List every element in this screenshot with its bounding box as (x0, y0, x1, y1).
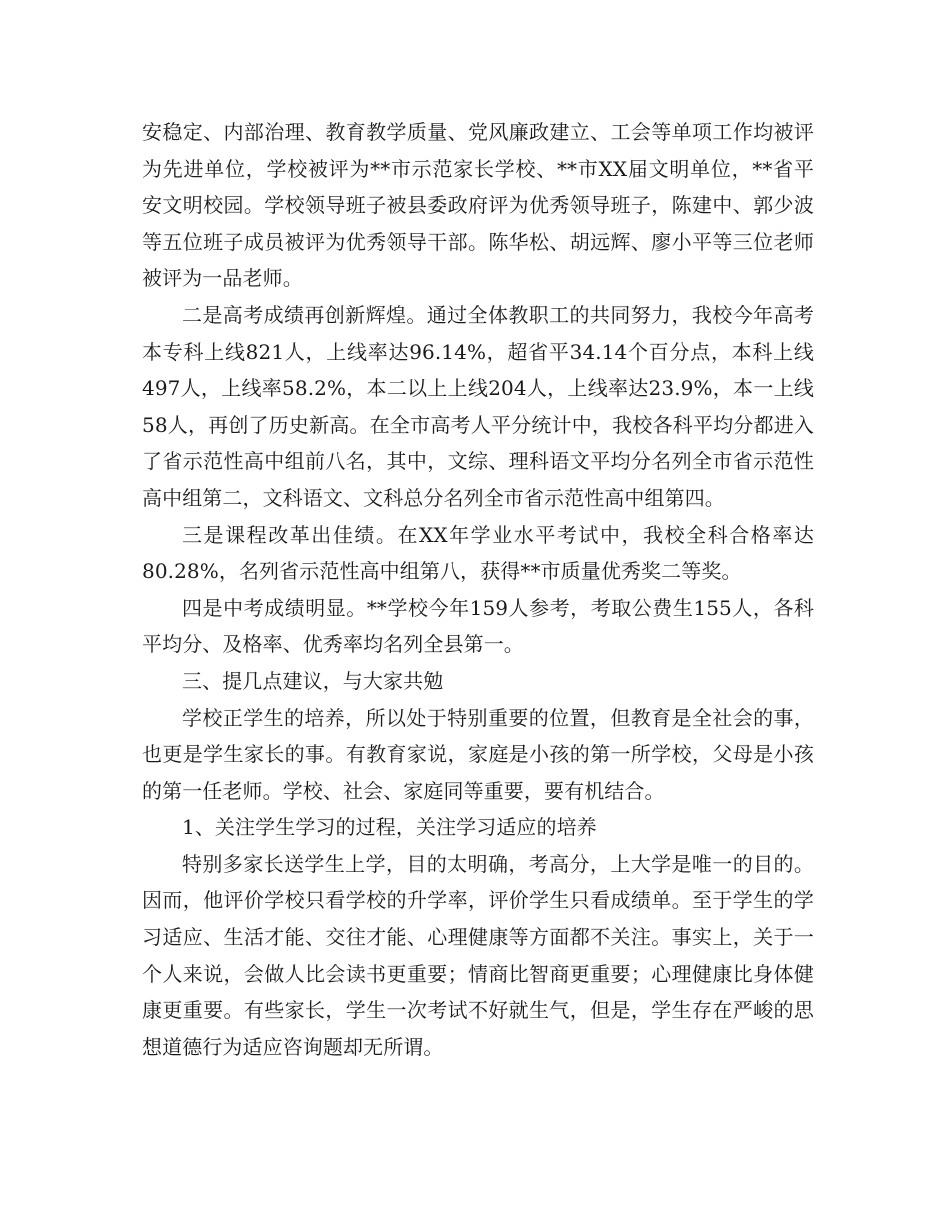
paragraph-continuation: 安稳定、内部治理、教育教学质量、党风廉政建立、工会等单项工作均被评为先进单位，学校被评为**市示范家长学校、**市XX届文明单位，**省平安文明校园。学校领导班子被县委政府评为优秀领导班子，陈建中、郭少波等五位班子成员被评为优秀领导干部。陈华松、胡远辉、廖小平等三位老师被评为一品老师。 (142, 120, 814, 291)
paragraph-school-family: 学校正学生的培养，所以处于特别重要的位置，但教育是全社会的事，也更是学生家长的事。有教育家说，家庭是小孩的第一所学校，父母是小孩的第一任老师。学校、社会、家庭同等重要，要有机结合。 (142, 705, 814, 803)
paragraph-curriculum-reform: 三是课程改革出佳绩。在XX年学业水平考试中，我校全科合格率达80.28%，名列省示范性高中组第八，获得**市质量优秀奖二等奖。 (142, 522, 814, 584)
section-heading-suggestions: 三、提几点建议，与大家共勉 (182, 668, 444, 693)
subheading-learning-process: 1、关注学生学习的过程，关注学习适应的培养 (182, 815, 597, 840)
paragraph-gaokao-results: 二是高考成绩再创新辉煌。通过全体教职工的共同努力，我校今年高考本专科上线821人，上线率达96.14%，超省平34.14个百分点，本科上线497人，上线率58.2%，本二以上上线204人，上线率达23.9%，本一上线58人，再创了历史新高。在全市高考人平分统计中，我校各科平均分都进入了省示范性高中组前八名，其中，文综、理科语文平均分名列全市省示范性高中组第二，文科语文、文科总分名列全市省示范性高中组第四。 (142, 302, 814, 510)
paragraph-zhongkao-results: 四是中考成绩明显。**学校今年159人参考，考取公费生155人，各科平均分、及格率、优秀率均名列全县第一。 (142, 595, 814, 657)
paragraph-parents-expectations: 特别多家长送学生上学，目的太明确，考高分，上大学是唯一的目的。因而，他评价学校只看学校的升学率，评价学生只看成绩单。至于学生的学习适应、生活才能、交往才能、心理健康等方面都不关注。事实上，关于一个人来说，会做人比会读书更重要；情商比智商更重要；心理健康比身体健康更重要。有些家长，学生一次考试不好就生气，但是，学生存在严峻的思想道德行为适应咨询题却无所谓。 (142, 851, 814, 1059)
document-page (142, 114, 814, 1065)
